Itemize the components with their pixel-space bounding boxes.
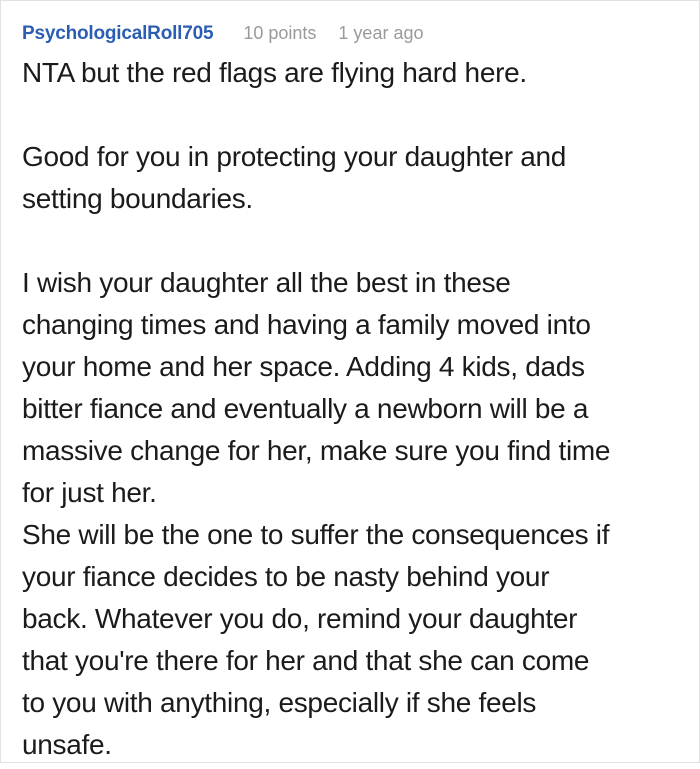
comment-paragraph xyxy=(22,262,679,763)
comment-line: unsafe. xyxy=(22,729,112,760)
comment-paragraph xyxy=(22,52,679,94)
comment-line: NTA but the red flags are flying hard here. xyxy=(22,57,527,88)
comment-line: your home and her space. Adding 4 kids, dads xyxy=(22,351,585,382)
comment-line: Good for you in protecting your daughter and xyxy=(22,141,567,172)
comment-line: She will be the one to suffer the consequences if xyxy=(22,519,610,550)
comment-line: setting boundaries. xyxy=(22,183,253,214)
comment-points: 10 points xyxy=(243,23,317,43)
comment-line: to you with anything, especially if she feels xyxy=(22,687,537,718)
comment-line: bitter fiance and eventually a newborn will be a xyxy=(22,393,589,424)
comment-timestamp: 1 year ago xyxy=(338,23,424,43)
comment-body xyxy=(22,52,679,763)
comment-line: that you're there for her and that she can come xyxy=(22,645,590,676)
comment-header xyxy=(22,21,679,46)
comment-line: back. Whatever you do, remind your daughter xyxy=(22,603,578,634)
comment-line: for just her. xyxy=(22,477,157,508)
comment-author-link[interactable]: PsychologicalRoll705 xyxy=(22,23,214,44)
comment-paragraph xyxy=(22,136,679,220)
comment-line: massive change for her, make sure you find time xyxy=(22,435,611,466)
comment-line: your fiance decides to be nasty behind your xyxy=(22,561,550,592)
comment-line: I wish your daughter all the best in these xyxy=(22,267,511,298)
comment-line: changing times and having a family moved into xyxy=(22,309,591,340)
